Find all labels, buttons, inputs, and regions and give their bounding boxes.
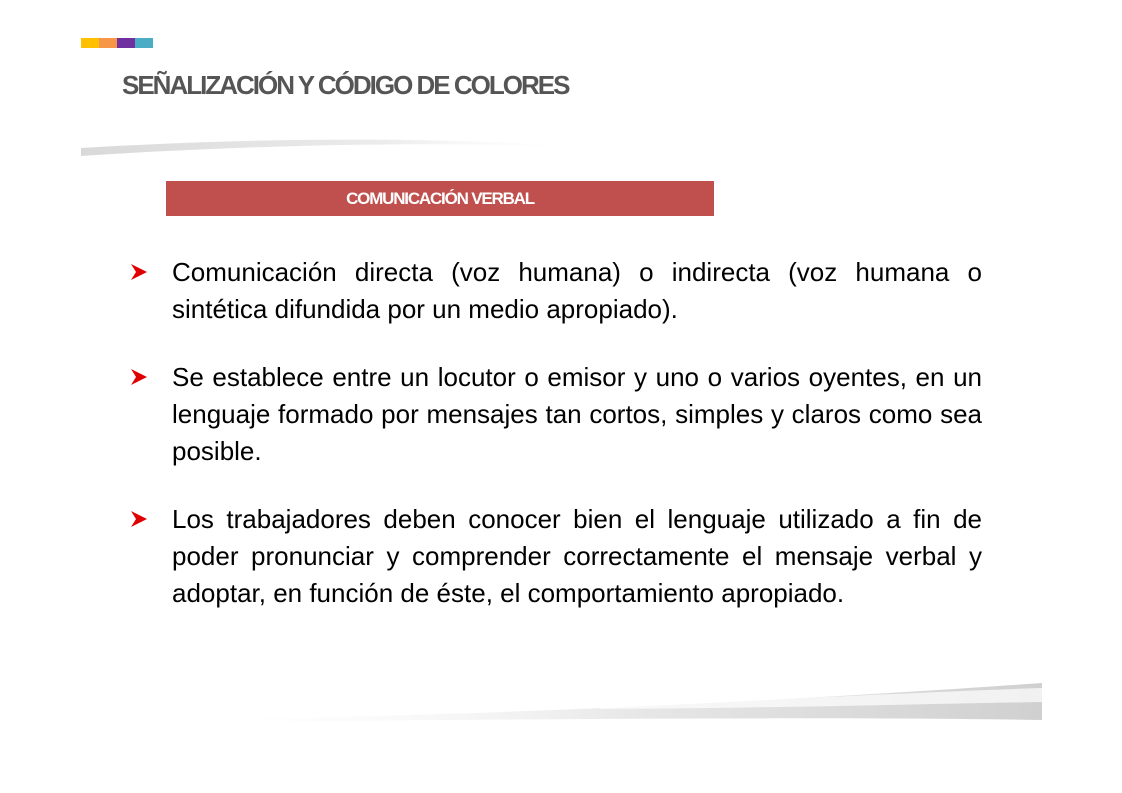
bullet-text: Comunicación directa (voz humana) o indirecta (voz humana o sintética difundida por un medio apropiado).	[172, 257, 982, 324]
section-header-label: COMUNICACIÓN VERBAL	[346, 188, 534, 208]
color-strip-orange	[99, 38, 117, 48]
arrow-bullet-icon	[130, 254, 172, 286]
bottom-swoosh	[170, 683, 1042, 722]
page-title: SEÑALIZACIÓN Y CÓDIGO DE COLORES	[122, 70, 569, 100]
bullet-text: Se establece entre un locutor o emisor y uno o varios oyentes, en un lenguaje formado por mensajes tan cortos, simples y claros como sea posible.	[172, 362, 982, 466]
bullet-text: Los trabajadores deben conocer bien el lenguaje utilizado a fin de poder pronunciar y comprender correctamente el mensaje verbal y adoptar, en función de éste, el comportamiento apropiado.	[172, 504, 982, 608]
color-strip	[81, 38, 153, 48]
top-swoosh	[81, 140, 590, 156]
bullet-list	[130, 254, 982, 643]
list-item	[130, 254, 982, 328]
color-strip-teal	[135, 38, 153, 48]
list-item	[130, 501, 982, 612]
color-strip-purple	[117, 38, 135, 48]
color-strip-yellow	[81, 38, 99, 48]
list-item	[130, 359, 982, 470]
bottom-swoosh-band	[600, 688, 1042, 709]
arrow-bullet-icon	[130, 501, 172, 533]
section-header-bar	[166, 181, 714, 216]
arrow-bullet-icon	[130, 359, 172, 391]
